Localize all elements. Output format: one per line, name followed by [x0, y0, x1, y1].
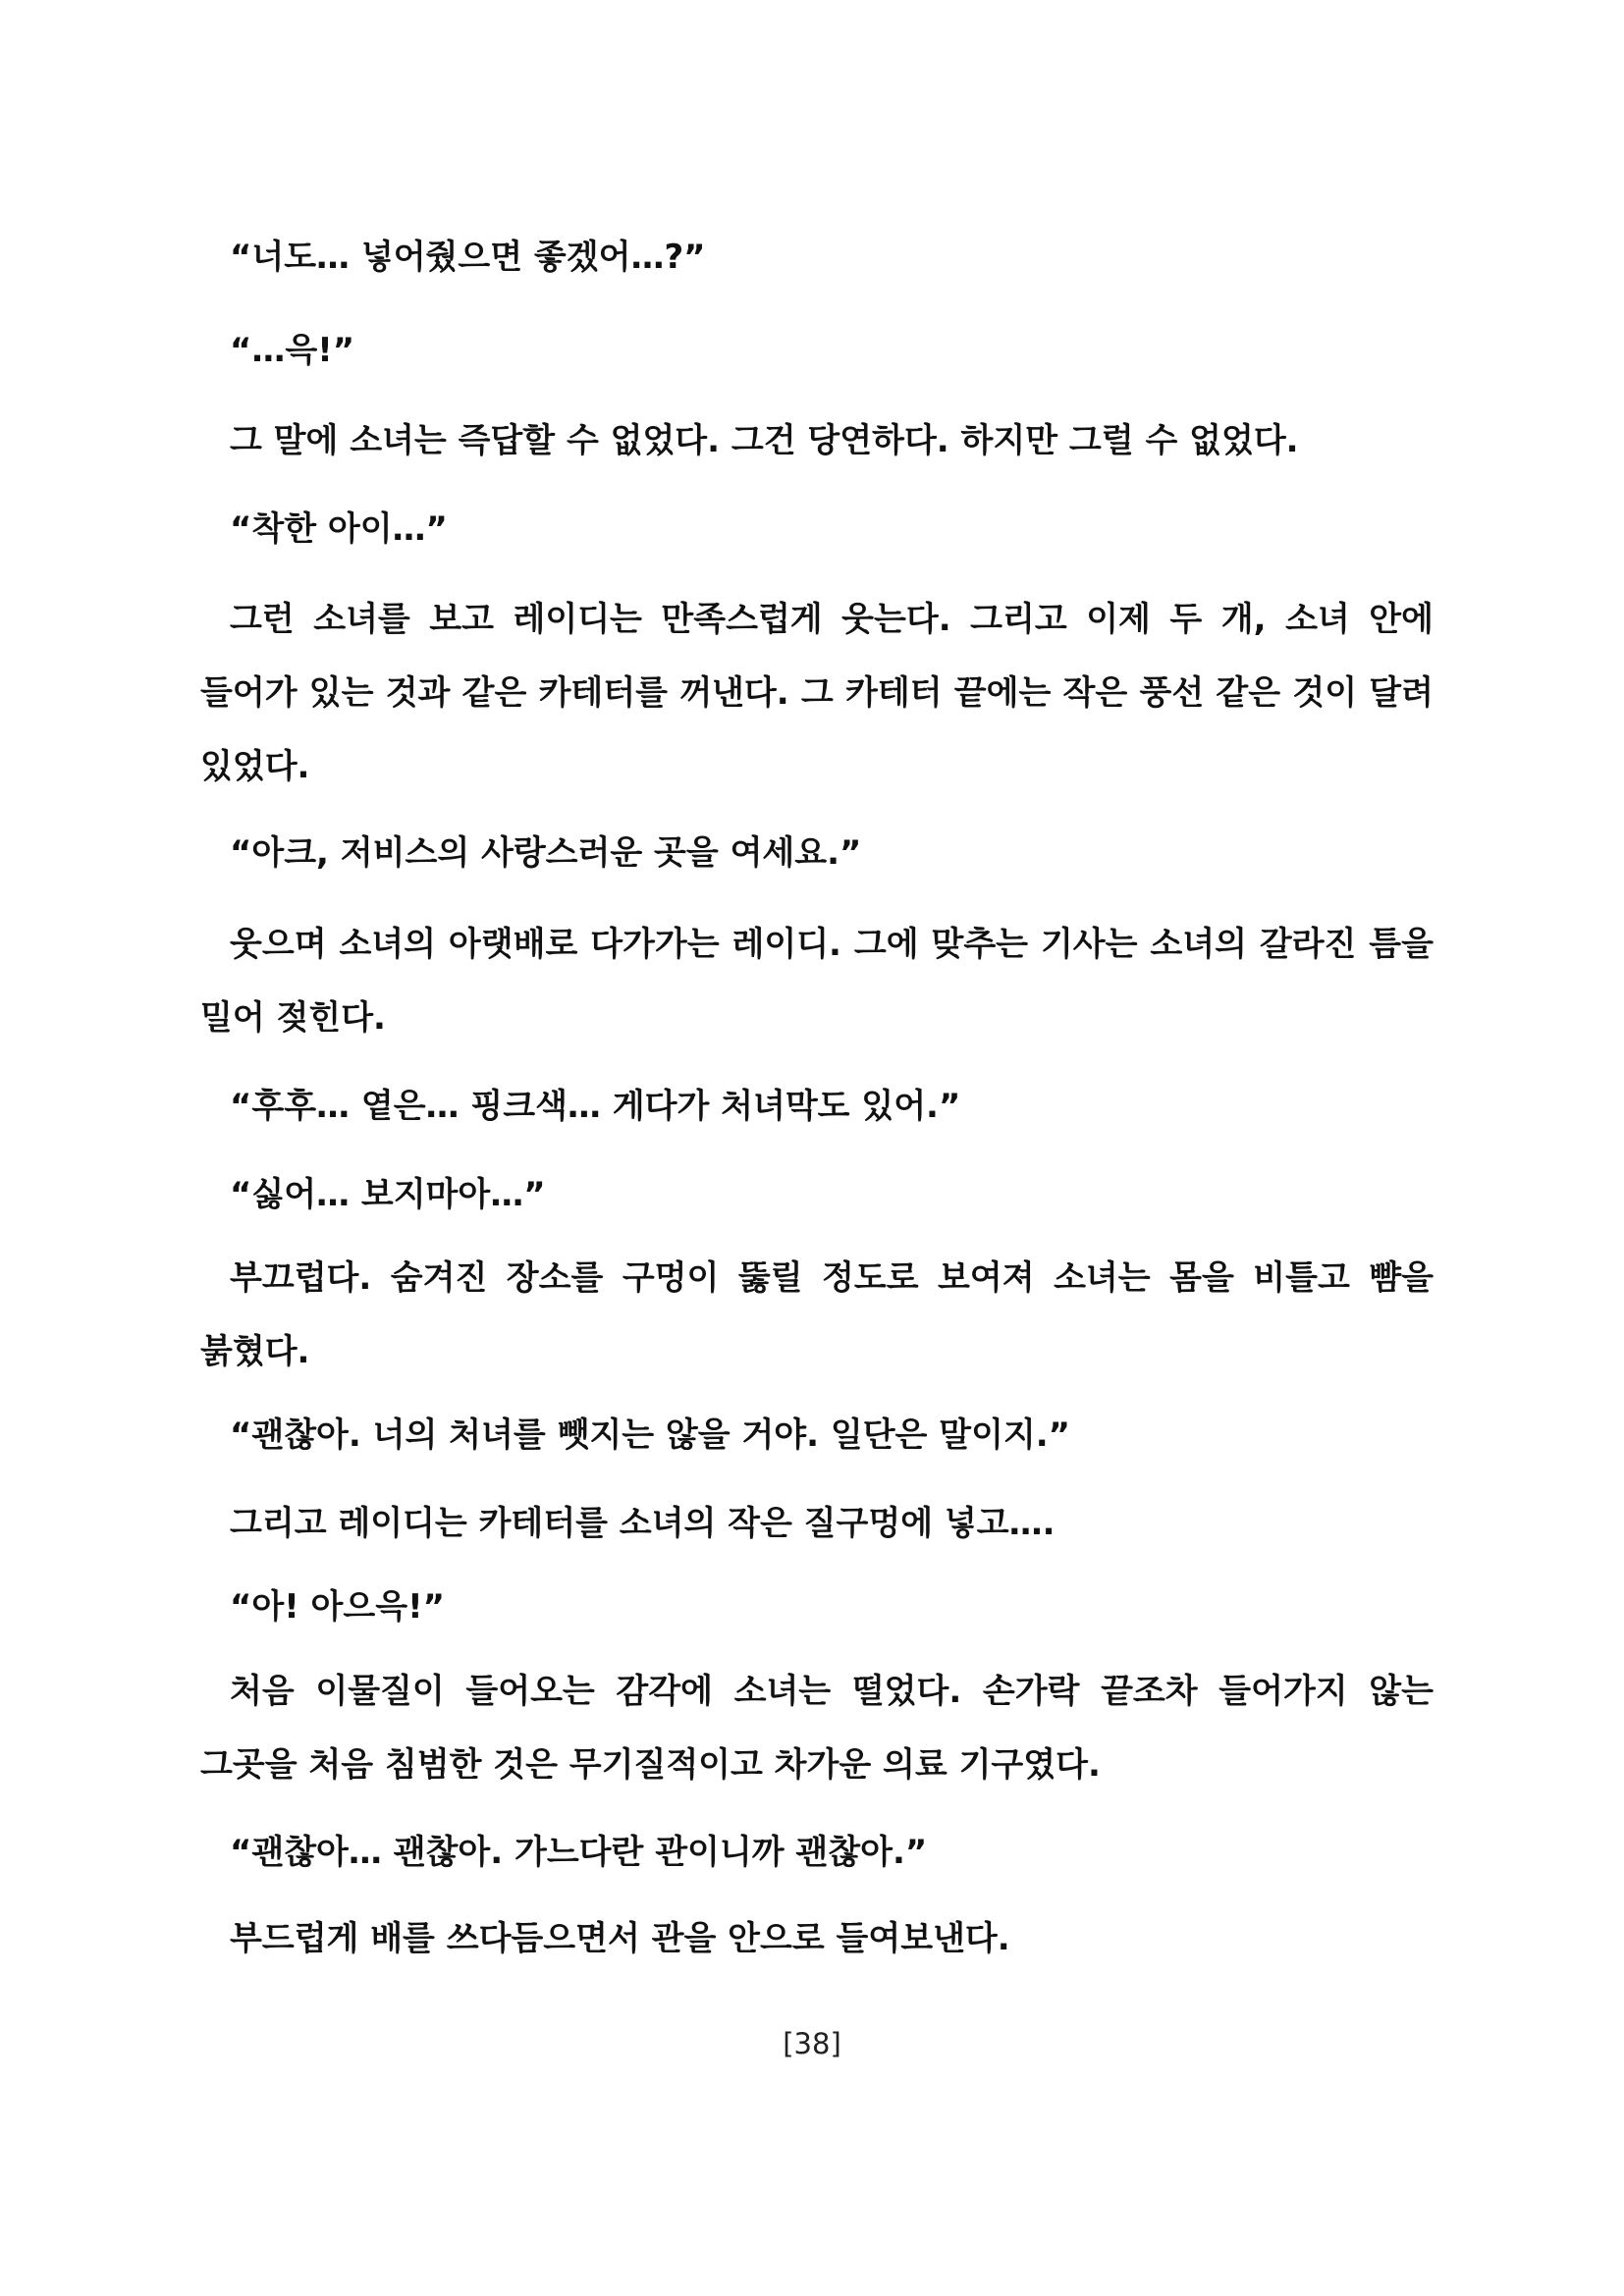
paragraph: “후후… 옅은… 핑크색… 게다가 처녀막도 있어.”: [230, 1087, 961, 1126]
paragraph: “아! 아으윽!”: [230, 1587, 445, 1627]
paragraph: “너도… 넣어줬으면 좋겠어…?”: [230, 238, 706, 277]
paragraph: 그리고 레이디는 카테터를 소녀의 작은 질구멍에 넣고….: [230, 1504, 1056, 1543]
paragraph: 그 말에 소녀는 즉답할 수 없었다. 그건 당연하다. 하지만 그럴 수 없었다.: [230, 421, 1299, 460]
paragraph: 그런 소녀를 보고 레이디는 만족스럽게 웃는다. 그리고 이제 두 개, 소녀 안에 들어가 있는 것과 같은 카테터를 꺼낸다. 그 카테터 끝에는 작은 풍선 같은 것이 달려 있었다.: [200, 600, 1434, 786]
paragraph: 웃으며 소녀의 아랫배로 다가가는 레이디. 그에 맞추는 기사는 소녀의 갈라진 틈을 밀어 젖힌다.: [200, 925, 1434, 1038]
paragraph: “착한 아이…”: [230, 509, 448, 549]
paragraph: “아크, 저비스의 사랑스러운 곳을 여세요.”: [230, 833, 862, 873]
paragraph: “괜찮아. 너의 처녀를 뺏지는 않을 거야. 일단은 말이지.”: [230, 1415, 1071, 1455]
paragraph: 부드럽게 배를 쓰다듬으면서 관을 안으로 들여보낸다.: [230, 1919, 1010, 1958]
page-number: [38]: [783, 2027, 841, 2060]
paragraph: 부끄럽다. 숨겨진 장소를 구멍이 뚫릴 정도로 보여져 소녀는 몸을 비틀고 뺨을 붉혔다.: [200, 1258, 1434, 1371]
paragraph: “괜찮아… 괜찮아. 가느다란 관이니까 괜찮아.”: [230, 1833, 928, 1872]
paragraph: “싫어… 보지마아…”: [230, 1175, 546, 1214]
paragraph: 처음 이물질이 들어오는 감각에 소녀는 떨었다. 손가락 끝조차 들어가지 않는 그곳을 처음 침범한 것은 무기질적이고 차가운 의료 기구였다.: [200, 1672, 1434, 1785]
paragraph: “…윽!”: [230, 331, 355, 370]
